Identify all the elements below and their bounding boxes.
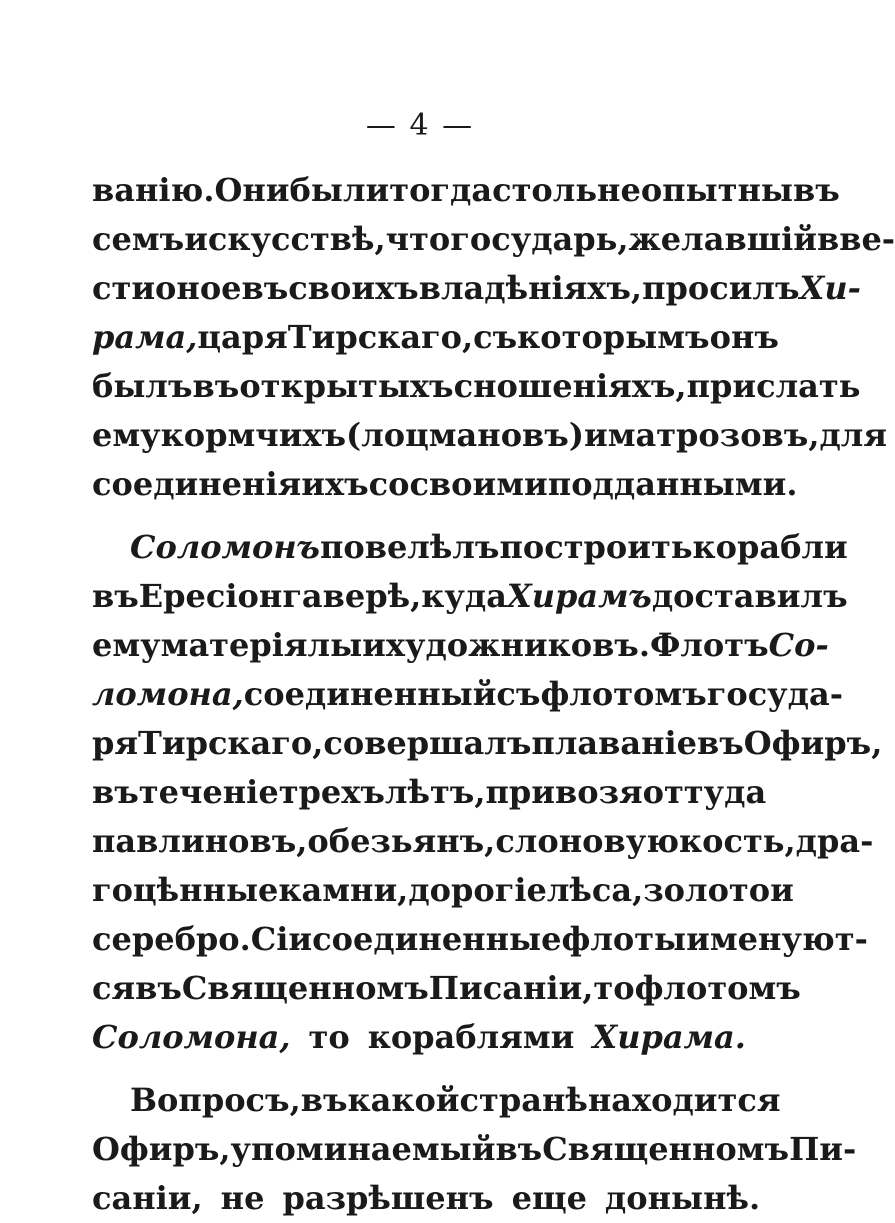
word: Хи- [799,269,861,307]
text-body [92,166,895,1223]
paragraph-3 [92,1076,857,1223]
word: Флотъ [649,626,769,664]
word: былъ [92,367,193,405]
word: матеріялы [160,626,363,664]
word: ему [92,626,161,664]
word: куда [421,577,507,615]
word: Тирскаго, [138,724,324,762]
word: соединенія [92,465,302,503]
word: своихъ [288,269,419,307]
word: тогда [389,171,493,209]
word: павлиновъ, [92,822,308,860]
word: и [770,871,794,909]
word: ихъ [301,465,369,503]
word: неопытны [597,171,793,209]
word: въ [92,773,139,811]
word: искусствѣ, [184,220,386,258]
word: Они [214,171,290,209]
word: золото [643,871,771,909]
text-line [92,460,798,509]
word: въ [300,1081,348,1119]
word: странѣ [459,1081,588,1119]
word: были [289,171,390,209]
word: флоты [561,920,687,958]
paragraph-gap [92,509,712,523]
word: открытыхъ [239,367,454,405]
text-line [92,768,767,817]
word: Офиръ, [743,724,883,762]
word: владѣніяхъ, [418,269,643,307]
word: вве- [816,220,895,258]
word: (лоцмановъ) [346,416,584,454]
word: царя [197,318,288,356]
word: плаваніе [531,724,698,762]
word: которымъ [517,318,710,356]
word: оное [155,269,242,307]
word: дорогіе [408,871,547,909]
word: сношеніяхъ, [453,367,687,405]
word: не [220,1179,265,1217]
word: съ [496,675,541,713]
word: Офиръ, [92,1130,231,1168]
word: саніи, [92,1179,203,1217]
text-line [92,166,840,215]
text-line [92,1013,746,1062]
word: соединенный [243,675,497,713]
text-line [92,411,887,460]
word: семъ [92,220,185,258]
word: государь, [450,220,629,258]
word: Священномъ [181,969,429,1007]
word: для [819,416,887,454]
word: кормчихъ [160,416,347,454]
text-line [92,1174,761,1223]
word: оттуда [642,773,767,811]
word: рама, [92,318,198,356]
word: Со- [768,626,829,664]
word: что [385,220,451,258]
text-line [92,264,861,313]
word: ря [92,724,139,762]
text-line [92,313,779,362]
word: донынѣ. [604,1179,761,1217]
text-line [92,964,801,1013]
word: и [362,626,386,664]
word: слоновую [495,822,679,860]
word: госуда- [706,675,843,713]
word: упоминаемый [230,1130,496,1168]
word: кораблями [367,1018,575,1056]
word: привозя [485,773,643,811]
word: съ [473,318,518,356]
word: Священномъ [542,1130,790,1168]
word: въ [241,269,289,307]
word: въ [495,1130,543,1168]
text-line [92,670,843,719]
word: какой [347,1081,460,1119]
word: Ересіонгаверѣ, [138,577,422,615]
word: соединенные [312,920,562,958]
word: Писаніи, [428,969,594,1007]
text-line [92,866,794,915]
word: Соломонъ [130,528,320,566]
text-line [92,915,868,964]
word: своими [409,465,548,503]
page-number: — 4 — [365,108,475,143]
word: желавшій [628,220,817,258]
text-line [92,523,848,572]
word: въ [792,171,840,209]
word: прислать [686,367,861,405]
word: въ [192,367,240,405]
word: серебро. [92,920,251,958]
word: матрозовъ, [607,416,820,454]
word: флотомъ [540,675,707,713]
word: онъ [709,318,779,356]
word: корабли [692,528,848,566]
word: Хирама. [592,1018,746,1056]
word: доставилъ [651,577,848,615]
word: Соломона, [92,1018,291,1056]
word: Тирскаго, [287,318,474,356]
text-line [92,1076,781,1125]
text-line [92,621,829,670]
word: въ [697,724,744,762]
word: ломона, [92,675,244,713]
paragraph-gap [92,1062,712,1076]
word: лѣтъ, [384,773,486,811]
word: художниковъ. [385,626,650,664]
text-line [92,215,895,264]
word: Вопросъ, [130,1081,301,1119]
word: Хирамъ [506,577,652,615]
word: построить [499,528,693,566]
text-line [92,572,848,621]
word: трехъ [278,773,385,811]
text-line [92,719,883,768]
word: еще [511,1179,587,1217]
word: и [583,416,608,454]
word: флотомъ [634,969,801,1007]
word: сти [92,269,156,307]
word: повелѣлъ [319,528,500,566]
word: ся [92,969,136,1007]
word: совершалъ [323,724,532,762]
word: находится [587,1081,781,1119]
word: теченіе [138,773,279,811]
word: въ [135,969,182,1007]
word: ванію. [92,171,215,209]
word: просилъ [642,269,800,307]
word: дра- [795,822,874,860]
paragraph-2 [92,523,883,1062]
word: въ [92,577,139,615]
word: ему [92,416,161,454]
text-line [92,362,861,411]
word: со [368,465,410,503]
word: Сіи [250,920,313,958]
word: подданными. [547,465,798,503]
word: Пи- [789,1130,857,1168]
word: лѣса, [546,871,644,909]
word: кость, [679,822,796,860]
word: именуют- [686,920,868,958]
word: то [308,1018,350,1056]
paragraph-1 [92,166,895,509]
word: обезьянъ, [307,822,496,860]
word: столь [492,171,598,209]
word: разрѣшенъ [282,1179,494,1217]
word: гоцѣнные [92,871,279,909]
word: то [593,969,635,1007]
text-line [92,817,874,866]
word: камни, [278,871,409,909]
text-line [92,1125,857,1174]
